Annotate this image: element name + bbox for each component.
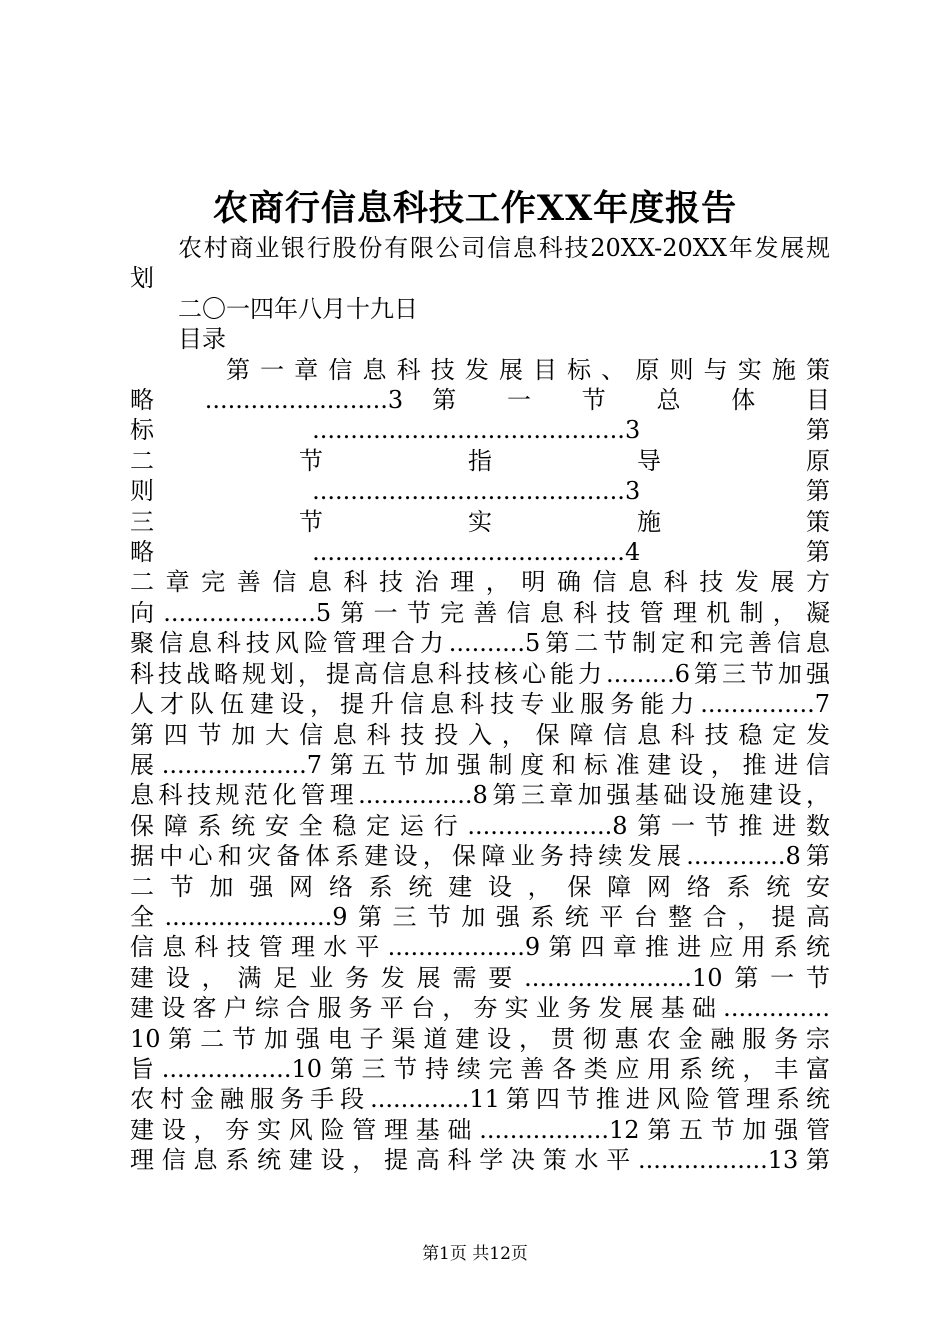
toc-line: 三 节 实 施 策 xyxy=(130,507,830,536)
toc-line: 二 节 加 强 网 络 系 统 建 设 ， 保 障 网 络 系 统 安 xyxy=(130,872,830,901)
toc-line: 向....................5第一节完善信息科技管理机制，凝 xyxy=(130,598,830,627)
subtitle-line-1: 农村商业银行股份有限公司信息科技20XX-20XX年发展规 xyxy=(178,234,830,262)
toc-line: 展...................7第五节加强制度和标准建设，推进信 xyxy=(130,750,830,779)
document-title: 农商行信息科技工作XX年度报告 xyxy=(212,188,738,229)
toc-line: 略.........................................4 第 xyxy=(130,538,830,567)
toc-line: 旨.................10第三节持续完善各类应用系统，丰富 xyxy=(130,1054,830,1083)
toc-line: 据中心和灾备体系建设，保障业务持续发展.............8第 xyxy=(130,842,830,871)
toc-line: 略 ........................3 第 一 节 总 体 目 xyxy=(130,386,830,415)
toc-line: 第一章信息科技发展目标、原则与实施策 xyxy=(226,355,830,384)
page-footer: 第1页 共12页 xyxy=(422,1244,528,1264)
document-body xyxy=(130,233,830,1176)
toc-line: 二 章 完 善 信 息 科 技 治 理 ， 明 确 信 息 科 技 发 展 方 xyxy=(130,568,830,597)
toc-heading: 目录 xyxy=(178,325,226,354)
toc-line: 标.........................................3 第 xyxy=(130,416,830,445)
table-of-contents xyxy=(130,355,830,1176)
toc-line: 建设客户综合服务平台，夯实业务发展基础.............. xyxy=(130,994,830,1023)
toc-line: 聚信息科技风险管理合力..........5第二节制定和完善信息 xyxy=(130,629,830,658)
toc-line: 人才队伍建设，提升信息科技专业服务能力...............7 xyxy=(130,690,830,719)
toc-line: 理信息系统建设，提高科学决策水平.................13第 xyxy=(130,1146,830,1175)
toc-line: 信息科技管理水平..................9第四章推进应用系统 xyxy=(130,933,830,962)
toc-line: 则.........................................3 第 xyxy=(130,477,830,506)
subtitle-line-2: 划 xyxy=(130,264,154,293)
toc-line: 全......................9第三节加强系统平台整合，提高 xyxy=(130,902,830,931)
toc-line: 息科技规范化管理...............8第三章加强基础设施建设， xyxy=(130,781,830,810)
toc-line: 二 节 指 导 原 xyxy=(130,446,830,475)
toc-line: 10 第 二 节 加 强 电 子 渠 道 建 设 ， 贯 彻 惠 农 金 融 服 务 宗 xyxy=(130,1024,830,1053)
toc-line: 科技战略规划，提高信息科技核心能力.........6第三节加强 xyxy=(130,659,830,688)
document-date: 二〇一四年八月十九日 xyxy=(178,294,418,323)
toc-line: 第 四 节 加 大 信 息 科 技 投 入 ， 保 障 信 息 科 技 稳 定 发 xyxy=(130,720,830,749)
toc-line: 建设，满足业务发展需要......................10第一节 xyxy=(130,963,830,992)
toc-line: 农村金融服务手段.............11第四节推进风险管理系统 xyxy=(130,1085,830,1114)
toc-line: 保障系统安全稳定运行...................8第一节推进数 xyxy=(130,811,830,840)
toc-line: 建设，夯实风险管理基础.................12第五节加强管 xyxy=(130,1115,830,1144)
